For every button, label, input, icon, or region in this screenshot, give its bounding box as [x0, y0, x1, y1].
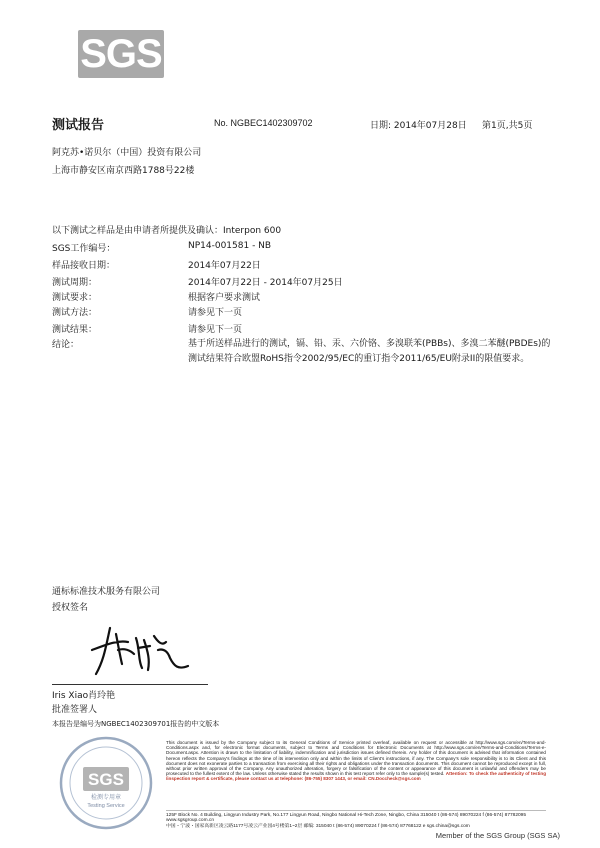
client-address: 上海市静安区南京西路1788号22楼 [52, 166, 195, 176]
authorized-signature-label: 授权签名 [52, 603, 89, 613]
sgs-group-member: Member of the SGS Group (SGS SA) [435, 831, 560, 840]
terms-and-conditions [166, 740, 546, 782]
row-value-job-no: NP14-001581 - NB [188, 241, 272, 251]
page-title: 测试报告 [52, 118, 105, 133]
address-english: 125F Block No. 4 Building, Lingyun Industry Park, No.177 Lingyun Road, Ningbo National Hi-Tech Zone, Ningbo, China 315040 t (86-574) 89070224 f (86-574) 87782095 www.sgsgroup.com.cn [166, 810, 546, 823]
sample-intro: 以下测试之样品是由申请者所提供及确认：Interpon 600 [52, 226, 282, 236]
chinese-version-note: 本报告是编号为NGBEC1402309701报告的中文版本 [52, 720, 220, 728]
signatory-name: Iris Xiao肖玲艳 [52, 691, 116, 701]
conclusion-label: 结论： [52, 340, 80, 350]
report-date: 日期: 2014年07月28日 [370, 121, 467, 131]
svg-text:检测专用章: 检测专用章 [90, 794, 122, 801]
svg-text:Testing Service: Testing Service [87, 803, 125, 809]
sgs-stamp-seal [50, 735, 162, 835]
page-count: 第1页,共5页 [482, 121, 533, 131]
row-value-result: 请参见下一页 [188, 325, 243, 335]
sgs-logo [78, 30, 164, 78]
signature-line [52, 684, 208, 685]
row-label-request: 测试要求： [52, 293, 98, 303]
conclusion-text: 基于所送样品进行的测试，镉、铅、汞、六价铬、多溴联苯(PBBs)、多溴二苯醚(PBDEs)的测试结果符合欧盟RoHS指令2002/95/EC的重订指令2011/65/EU附录II的限值要求。 [188, 339, 551, 364]
row-label-method: 测试方法： [52, 308, 98, 318]
signing-company: 通标标准技术服务有限公司 [52, 587, 161, 597]
row-value-request: 根据客户要求测试 [188, 293, 261, 303]
row-label-period: 测试周期： [52, 278, 98, 288]
terms-text: This document is issued by the Company subject to its General Conditions of Service printed overleaf, available on request or accessible at http://www.sgs.com/en/Terms-and-Conditions.aspx and, for electronic format documents, subject to Terms and Conditions for Electronic Documents at http://www.sgs.com/en/Terms-and-Conditions/Terms-e-Document.aspx. Attention is drawn to the limitation of liability, indemnification and jurisdiction issues defined therein. Any holder of this document is advised that information contained hereon reflects the Company's findings at the time of its intervention only and within the limits of Client's instructions, if any. The Company's sole responsibility is to its Client and this document does not exonerate parties to a transaction from exercising all their rights and obligations under the transaction documents. This document cannot be reproduced except in full, without prior written approval of the Company. Any unauthorized alteration, forgery or falsification of the content or appearance of this document is unlawful and offenders may be prosecuted to the fullest extent of the law. Unless otherwise stated the results shown in this test report refer only to the sample(s) tested. [166, 740, 546, 777]
svg-text:SGS: SGS [88, 770, 124, 789]
sgs-logo-text: SGS [80, 31, 162, 76]
report-number: No. NGBEC1402309702 [214, 118, 313, 128]
authenticity-attention: Attention: To check the authenticity of testing /inspection report & certificate, please contact us at telephone: (86-755) 8307 1443, or email: CN.Doccheck@sgs.com [166, 771, 546, 782]
address-chinese: 中国・宁波・国家高新区凌云路1177号凌云产业园4号楼第1~2层 邮编: 315040 t (86-574) 89070224 f (86-574) 87768122 e sgs.china@sgs.com [166, 824, 470, 829]
row-value-method: 请参见下一页 [188, 308, 243, 318]
row-label-received: 样品接收日期： [52, 261, 116, 271]
row-value-received: 2014年07月22日 [188, 261, 261, 271]
row-label-job-no: SGS工作编号： [52, 244, 116, 254]
client-name: 阿克苏•诺贝尔（中国）投资有限公司 [52, 148, 202, 158]
row-label-result: 测试结果： [52, 325, 98, 335]
row-value-period: 2014年07月22日 - 2014年07月25日 [188, 278, 343, 288]
signatory-role: 批准签署人 [52, 705, 98, 715]
handwritten-signature [88, 620, 198, 678]
